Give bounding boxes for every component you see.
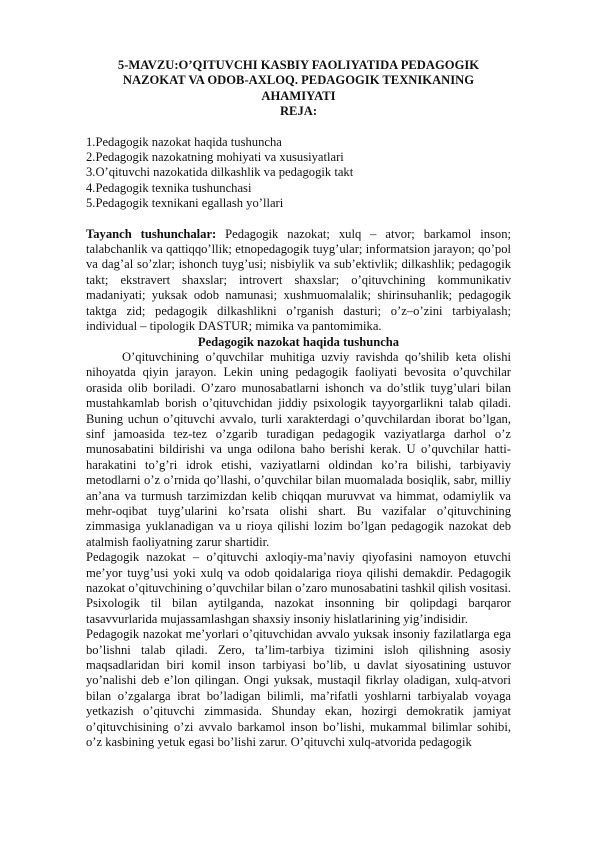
plan-item: 5.Pedagogik texnikani egallash yo’llari [86, 196, 284, 211]
plan-list [86, 135, 511, 212]
key-terms-label: Tayanch tushunchalar: [86, 226, 217, 241]
plan-item: 1.Pedagogik nazokat haqida tushuncha [86, 134, 282, 149]
key-terms-text: Pedagogik nazokat; xulq – atvor; barkamol inson; talabchanlik va qattiqqo’llik; etnopedagogik tuyg’ular; informatsion jarayon; qo’pol va dag’al so’zlar; ishonch tuyg’usi; nisbiylik va sub’ektivlik; dilkashlik; pedagogik takt; ekstravert shaxslar; introvert shaxslar; o’qituvchining kommunikativ madaniyati; yuksak odob namunasi; xushmuomalalik; shirinsuhanlik; pedagogik taktga zid; pedagogik dilkashlikni o’rganish dasturi; o’z–o’zini tarbiyalash; individual – tipologik DASTUR; mimika va pantomimika. [86, 226, 511, 334]
plan-item: 2.Pedagogik nazokatning mohiyati va xususiyatlari [86, 150, 344, 165]
body-paragraph: Pedagogik nazokat me’yorlari o’qituvchidan avvalo yuksak insoniy fazilatlarga ega bo’lishni talab qiladi. Zero, ta’lim-tarbiya tizimini isloh qilishning asosiy maqsadlaridan biri komil inson tarbiyasi bo’lib, u davlat siyosatining ustuvor yo’nalishi deb e’lon qilingan. Ongi yuksak, mustaqil fikrlay oladigan, xulq-atvori bilan o’zgalarga ibrat bo’ladigan bilimli, ma’rifatli yoshlarni tarbiyalab voyaga yetkazish o’qituvchi zimmasida. Shunday ekan, hozirgi demokratik jamiyat o’qituvchisining o’zi avvalo barkamol inson bo’lishi, mukammal bilimlar sohibi, o’z kasbining yetuk egasi bo’lishi zarur. O’qituvchi xulq-atvorida pedagogik [86, 627, 511, 750]
key-terms-paragraph [86, 227, 511, 335]
section-heading: Pedagogik nazokat haqida tushuncha [197, 334, 400, 349]
title-line-1: 5-MAVZU:O’QITUVCHI KASBIY FAOLIYATIDA PEDAGOGIK [117, 58, 480, 72]
body-paragraph: O’qituvchining o’quvchilar muhitiga uzviy ravishda qo’shilib keta olishi nihoyatda qiyin jarayon. Lekin uning pedagogik faoliyati bevosita o’quvchilar orasida olib boriladi. O’zaro munosabatlarni ishonch va do’stlik tuyg’ulari bilan mustahkamlab borish o’qituvchidan jiddiy psixologik tayyorgarlikni talab qiladi. Buning uchun o’qituvchi avvalo, turli xarakterdagi o’quvchilardan iborat bo’lgan, sinf jamoasida tez-tez o’zgarib turadigan pedagogik vaziyatlarga darhol o’z munosabatini bildirishi va unga odilona baho berishi kerak. U o’quvchilar hatti-harakatini to’g’ri idrok etishi, vaziyatlarni oldindan ko’ra bilishi, tarbiyaviy metodlarni o’z o’rnida qo’llashi, o’quvchilar bilan muomalada bosiqlik, sabr, milliy an’ana va turmush tarzimizdan kelib chiqqan muruvvat va himmat, odamiylik va mehr-oqibat tuyg’ularini ko’rsata olishi shart. Bu vazifalar o’qituvchining zimmasiga yuklanadigan va u rioya qilishi lozim bo’lgan pedagogik nazokat deb atalmish faoliyatning zarur shartidir. [86, 349, 511, 549]
document-title [86, 58, 511, 104]
plan-heading: REJA: [279, 104, 318, 119]
body-paragraph: Pedagogik nazokat – o’qituvchi axloqiy-ma’naviy qiyofasini namoyon etuvchi me’yor tuyg’usi yoki xulq va odob qoidalariga rioya qilishi demakdir. Pedagogik nazokat o’qituvchining o’quvchilar bilan o’zaro munosabatini tashkil qilish vositasi. Psixologik til bilan aytilganda, nazokat insonning bir qolipdagi barqaror tasavvurlarida mujassamlashgan shaxsiy insoniy hislatlarining yig’indisidir. [86, 550, 511, 626]
plan-item: 3.O’qituvchi nazokatida dilkashlik va pedagogik takt [86, 165, 354, 180]
title-line-3: AHAMIYATI [261, 88, 336, 103]
plan-item: 4.Pedagogik texnika tushunchasi [86, 180, 252, 195]
title-line-2: NAZOKAT VA ODOB-AXLOQ. PEDAGOGIK TEXNIKANING [122, 73, 475, 88]
